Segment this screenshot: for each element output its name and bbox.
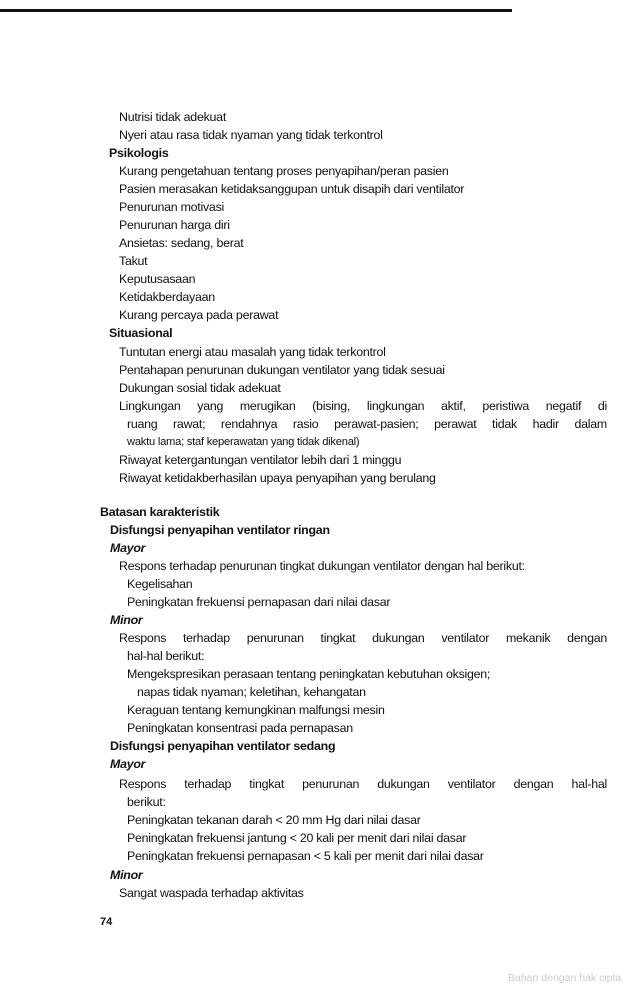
text-line: Peningkatan konsentrasi pada pernapasan: [127, 721, 353, 735]
text-line: Peningkatan tekanan darah < 20 mm Hg dari nilai dasar: [127, 813, 421, 827]
section-heading: Psikologis: [109, 146, 169, 160]
text-line: Respons terhadap penurunan tingkat dukungan ventilator mekanik dengan: [119, 631, 607, 645]
text-line: Peningkatan frekuensi pernapasan < 5 kali per menit dari nilai dasar: [127, 849, 484, 863]
text-line: berikut:: [127, 795, 166, 809]
text-line: Kegelisahan: [127, 577, 193, 591]
text-line: Keraguan tentang kemungkinan malfungsi mesin: [127, 703, 385, 717]
text-line: Lingkungan yang merugikan (bising, lingkungan aktif, peristiwa negatif di: [119, 399, 607, 413]
text-line: Pentahapan penurunan dukungan ventilator yang tidak sesuai: [119, 363, 445, 377]
text-line: waktu lama; staf keperawatan yang tidak dikenal): [127, 436, 360, 448]
text-line: Pasien merasakan ketidaksanggupan untuk disapih dari ventilator: [119, 182, 465, 196]
text-line: Riwayat ketergantungan ventilator lebih dari 1 minggu: [119, 453, 402, 467]
text-line: Respons terhadap penurunan tingkat dukungan ventilator dengan hal berikut:: [119, 559, 525, 573]
text-line: Sangat waspada terhadap aktivitas: [119, 886, 304, 900]
subheading-minor: Minor: [110, 613, 143, 627]
text-line: napas tidak nyaman; keletihan, kehangatan: [137, 685, 366, 699]
text-line: Riwayat ketidakberhasilan upaya penyapihan yang berulang: [119, 471, 436, 485]
text-line: Nutrisi tidak adekuat: [119, 110, 227, 124]
top-rule: [0, 9, 512, 12]
text-line: Dukungan sosial tidak adekuat: [119, 381, 281, 395]
text-line: Penurunan motivasi: [119, 200, 225, 214]
copyright-watermark: Bahan dengan hak cipta: [508, 972, 622, 984]
text-line: Ketidakberdayaan: [119, 290, 215, 304]
page-number: 74: [100, 916, 113, 928]
text-line: Kurang pengetahuan tentang proses penyapihan/peran pasien: [119, 164, 449, 178]
text-line: Nyeri atau rasa tidak nyaman yang tidak terkontrol: [119, 128, 383, 142]
text-line: Kurang percaya pada perawat: [119, 308, 279, 322]
subheading-mayor: Mayor: [110, 757, 146, 771]
text-line: Mengekspresikan perasaan tentang peningkatan kebutuhan oksigen;: [127, 667, 491, 681]
text-line: Peningkatan frekuensi jantung < 20 kali per menit dari nilai dasar: [127, 831, 467, 845]
text-line: ruang rawat; rendahnya rasio perawat-pasien; perawat tidak hadir dalam: [127, 417, 607, 431]
section-heading: Batasan karakteristik: [100, 505, 220, 519]
subsection-heading: Disfungsi penyapihan ventilator sedang: [110, 739, 336, 753]
text-line: Penurunan harga diri: [119, 218, 230, 232]
subheading-minor: Minor: [110, 868, 143, 882]
text-line: Ansietas: sedang, berat: [119, 236, 244, 250]
section-heading: Situasional: [109, 326, 173, 340]
text-line: Tuntutan energi atau masalah yang tidak terkontrol: [119, 345, 386, 359]
text-line: Respons terhadap tingkat penurunan dukungan ventilator dengan hal-hal: [119, 777, 607, 791]
text-line: hal-hal berikut:: [127, 649, 205, 663]
text-line: Takut: [119, 254, 148, 268]
subsection-heading: Disfungsi penyapihan ventilator ringan: [110, 523, 330, 537]
text-line: Keputusasaan: [119, 272, 196, 286]
subheading-mayor: Mayor: [110, 541, 146, 555]
text-line: Peningkatan frekuensi pernapasan dari nilai dasar: [127, 595, 391, 609]
